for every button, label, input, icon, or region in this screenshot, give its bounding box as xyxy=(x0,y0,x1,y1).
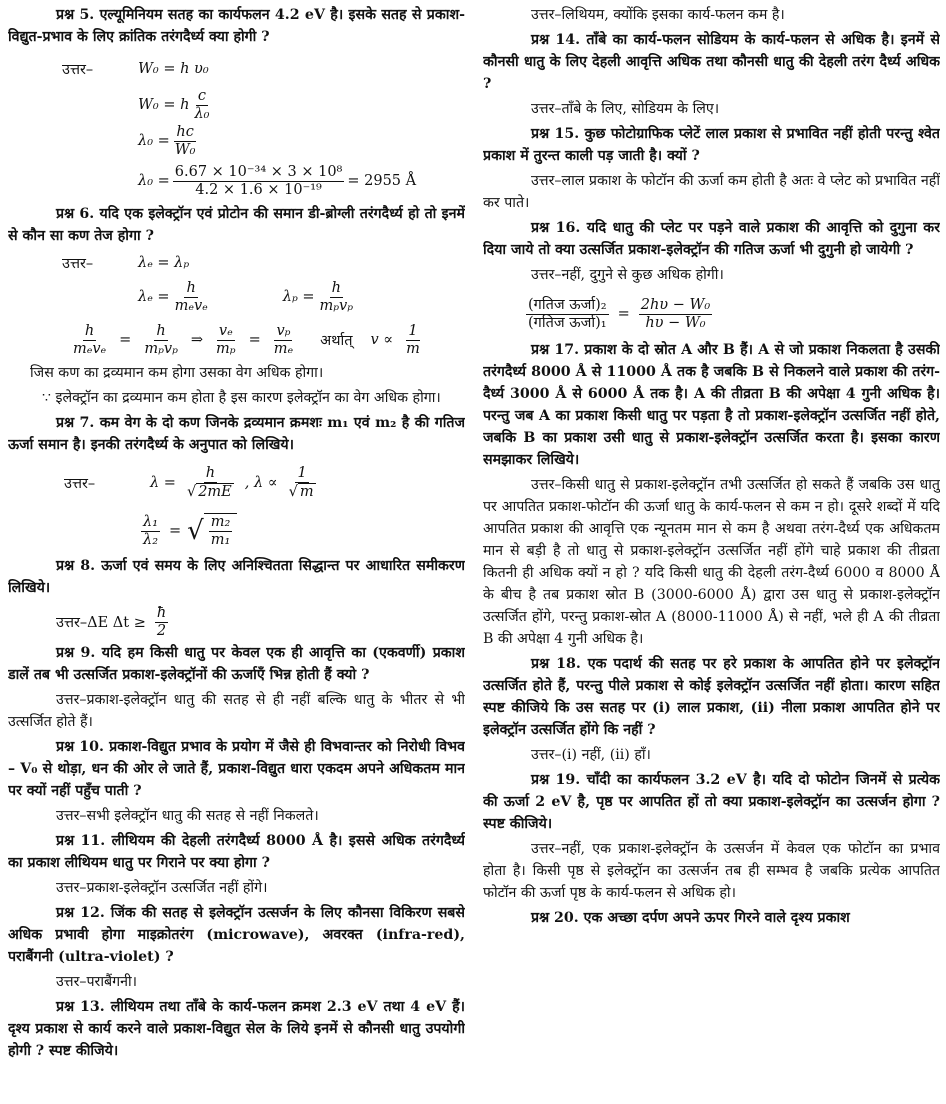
question-14: प्रश्न 14. ताँबे का कार्य-फलन सोडियम के कार्य-फलन से अधिक है। इनमें से कौनसी धातु के लिए देहली आवृत्ति अधिक तथा कौनसी धातु की देहली तरंग दैर्ध्य अधिक ? xyxy=(483,32,940,92)
answer-5-eq2: W₀ = h $\frac{c}{\text{λ₀}}$ xyxy=(138,87,210,122)
question-17: प्रश्न 17. प्रकाश के दो स्रोत A और B हैं। A से जो प्रकाश निकलता है उसकी तरंगदैर्ध्य 8000 Å से 11000 Å तक है जबकि B से निकलने वाले प्रकाश की तरंग-दैर्ध्य 3000 Å से 6000 Å तक है। A की तीव्रता B की अपेक्षा 4 गुनी अधिक है। परन्तु जब A का प्रकाश किसी धातु पर पड़ता है तो प्रकाश-इलेक्ट्रॉन उत्सर्जित नहीं होते, जबकि B का प्रकाश उसी धातु से प्रकाश-इलेक्ट्रॉन उत्सर्जित करता है। इसका कारण समझाकर लिखिये। xyxy=(483,342,940,468)
answer-6-eq1: उत्तर– λₑ = λₚ xyxy=(62,255,190,272)
question-12: प्रश्न 12. जिंक की सतह से इलेक्ट्रॉन उत्सर्जन के लिए कौनसा विकिरण सबसे अधिक प्रभावी होगा माइक्रोतरंग (microwave), अवरक्त (infra-red), पराबैंगनी (ultra-violet) ? xyxy=(8,905,465,965)
answer-label: उत्तर– xyxy=(62,256,94,272)
answer-17: उत्तर–किसी धातु से प्रकाश-इलेक्ट्रॉन तभी उत्सर्जित हो सकते हैं जबकि उस धातु पर आपतित प्रकाश-फोटॉन की ऊर्जा धातु के कार्य-फलन से कम न हो। दूसरे शब्दों में यदि आपतित प्रकाश की आवृत्ति एक न्यूनतम मान से कम है अथवा तरंग-दैर्ध्य एक अधिकतम मान से बड़ी है तो धातु से प्रकाश-इलेक्ट्रॉन उत्सर्जित नहीं होंगे चाहे प्रकाश की तीव्रता कितनी ही अधिक क्यों न हो ? यदि किसी धातु की देहली तरंग-दैर्ध्य 6000 व 8000 Å के बीच है तब प्रकाश स्रोत B (3000-6000 Å) द्वारा उस धातु से प्रकाश-इलेक्ट्रॉन उत्सर्जित होंगे, परन्तु प्रकाश-स्रोत A (8000-11000 Å) से नहीं, भले ही A की तीव्रता B की अपेक्षा 4 गुनी अधिक है। xyxy=(483,477,940,647)
answer-5-eq1: उत्तर– W₀ = h υ₀ xyxy=(62,61,209,78)
answer-8: उत्तर–ΔE Δt ≥ $\frac{ħ}{2}$ xyxy=(56,604,167,639)
answer-7-eq1: उत्तर– λ = h √ 2mE , λ ∝ 1 √ m xyxy=(64,465,314,500)
question-10: प्रश्न 10. प्रकाश-विद्युत प्रभाव के प्रयोग में जैसे ही विभवान्तर को निरोधी विभव – V₀ से थोड़ा, धन की ओर ले जाते हैं, प्रकाश-विद्युत धारा एकदम अपने अधिकतम मान पर क्यों नहीं पहुँच पाती ? xyxy=(8,739,465,799)
question-11: प्रश्न 11. लीथियम की देहली तरंगदैर्ध्य 8000 Å है। इससे अधिक तरंगदैर्ध्य का प्रकाश लीथियम धातु पर गिराने पर क्या होगा ? xyxy=(8,833,465,871)
answer-5-eq4: λ₀ = $\frac{\text{6.67 × 10⁻³⁴ × 3 × 10⁸}}{\text{4.2 × 1.6 × 10⁻¹⁹}}$ = 2955 Å xyxy=(138,163,417,198)
answer-6-eq3: $\frac{h}{\text{mₑvₑ}}$ = $\frac{h}{\text{mₚvₚ}}$ ⇒ $\frac{\text{vₑ}}{\text{mₚ}}$ = $\frac{\text{vₚ}}{\text{mₑ}}$ अर्थात् v ∝ $\frac{1}{m}$ xyxy=(73,322,420,357)
question-19: प्रश्न 19. चाँदी का कार्यफलन 3.2 eV है। यदि दो फोटोन जिनमें से प्रत्येक की ऊर्जा 2 eV है, पृष्ठ पर आपतित हों तो क्या प्रकाश-इलेक्ट्रॉन का उत्सर्जन होगा ? स्पष्ट कीजिये। xyxy=(483,772,940,832)
answer-10: उत्तर–सभी इलेक्ट्रॉन धातु की सतह से नहीं निकलते। xyxy=(56,808,319,824)
answer-16: उत्तर–नहीं, दुगुने से कुछ अधिक होगी। xyxy=(531,267,724,283)
answer-6-text1: जिस कण का द्रव्यमान कम होगा उसका वेग अधिक होगा। xyxy=(30,365,324,381)
answer-label: उत्तर– xyxy=(62,62,94,78)
answer-11: उत्तर–प्रकाश-इलेक्ट्रॉन उत्सर्जित नहीं होंगे। xyxy=(56,880,268,896)
answer-label: उत्तर– xyxy=(64,476,96,492)
question-9: प्रश्न 9. यदि हम किसी धातु पर केवल एक ही आवृत्ति का (एकवर्णी) प्रकाश डालें तब भी उत्सर्जित प्रकाश-इलेक्ट्रॉनों की ऊर्जाएँ भिन्न होती हैं क्यो ? xyxy=(8,645,465,683)
answer-19: उत्तर–नहीं, एक प्रकाश-इलेक्ट्रॉन के उत्सर्जन में केवल एक फोटॉन का प्रभाव होता है। किसी पृष्ठ से इलेक्ट्रॉन का उत्सर्जन तब ही सम्भव है जबकि प्रत्येक आपतित फोटॉन की ऊर्जा पृष्ठ के कार्य-फलन से अधिक हो। xyxy=(483,841,940,901)
question-5: प्रश्न 5. एल्यूमिनियम सतह का कार्यफलन 4.2 eV है। इसके सतह से प्रकाश-विद्युत-प्रभाव के लिए क्रांतिक तरंगदैर्ध्य क्या होगी ? xyxy=(8,7,465,45)
answer-5-eq3: λ₀ = $\frac{hc}{\text{W₀}}$ xyxy=(138,123,196,158)
question-20: प्रश्न 20. एक अच्छा दर्पण अपने ऊपर गिरने वाले दृश्य प्रकाश xyxy=(531,910,850,926)
answer-15: उत्तर–लाल प्रकाश के फोटॉन की ऊर्जा कम होती है अतः वे प्लेट को प्रभावित नहीं कर पाते। xyxy=(483,173,940,211)
fraction: $\frac{h}{\text{mₚvₚ}}$ xyxy=(319,279,354,314)
fraction: $\frac{hc}{\text{W₀}}$ xyxy=(174,123,196,158)
right-column xyxy=(483,4,940,1104)
question-8: प्रश्न 8. ऊर्जा एवं समय के लिए अनिश्चितता सिद्धान्त पर आधारित समीकरण लिखिये। xyxy=(8,558,465,596)
fraction: $\frac{c}{\text{λ₀}}$ xyxy=(194,87,210,122)
question-16: प्रश्न 16. यदि धातु की प्लेट पर पड़ने वाले प्रकाश की आवृत्ति को दुगुना कर दिया जाये तो क्या उत्सर्जित प्रकाश-इलेक्ट्रॉन की गतिज ऊर्जा भी दुगुनी हो जायेगी ? xyxy=(483,220,940,258)
question-18: प्रश्न 18. एक पदार्थ की सतह पर हरे प्रकाश के आपतित होने पर इलेक्ट्रॉन उत्सर्जित होते हैं, परन्तु पीले प्रकाश से कोई इलेक्ट्रॉन उत्सर्जित नहीं होता। कारण सहित स्पष्ट कीजिये कि उस सतह पर (i) लाल प्रकाश, (ii) नीला प्रकाश आपतित होने पर इलेक्ट्रॉन उत्सर्जित होंगे कि नहीं ? xyxy=(483,656,940,738)
question-13: प्रश्न 13. लीथियम तथा ताँबे के कार्य-फलन क्रमश 2.3 eV तथा 4 eV हैं। दृश्य प्रकाश से कार्य करने वाले प्रकाश-विद्युत सेल के लिये इनमें से कौनसी धातु उपयोगी होगी ? स्पष्ट कीजिये। xyxy=(8,999,465,1059)
answer-12: उत्तर–पराबैंगनी। xyxy=(56,974,138,990)
fraction: $\frac{\text{6.67 × 10⁻³⁴ × 3 × 10⁸}}{\text{4.2 × 1.6 × 10⁻¹⁹}}$ xyxy=(174,163,343,198)
answer-7-eq2: $\frac{\text{λ₁}}{\text{λ₂}}$ = √ $\frac{\text{m₂}}{\text{m₁}}$ xyxy=(138,507,465,555)
fraction: $\frac{h}{\text{mₑvₑ}}$ xyxy=(174,279,208,314)
question-6: प्रश्न 6. यदि एक इलेक्ट्रॉन एवं प्रोटोन की समान डी-ब्रोग्ली तरंगदैर्ध्य हो तो इनमें से कौन सा कण तेज होगा ? xyxy=(8,206,465,244)
answer-6-eq2: λₑ = $\frac{h}{\text{mₑvₑ}}$ λₚ = $\frac{h}{\text{mₚvₚ}}$ xyxy=(138,279,354,314)
answer-6-text2: ∵ इलेक्ट्रॉन का द्रव्यमान कम होता है इस कारण इलेक्ट्रॉन का वेग अधिक होगा। xyxy=(42,390,441,406)
answer-18: उत्तर–(i) नहीं, (ii) हाँ। xyxy=(531,747,651,763)
question-15: प्रश्न 15. कुछ फोटोग्राफिक प्लेटें लाल प्रकाश से प्रभावित नहीं होती परन्तु श्वेत प्रकाश में तुरन्त काली पड़ जाती है। क्यों ? xyxy=(483,126,940,164)
answer-13: उत्तर–लिथियम, क्योंकि इसका कार्य-फलन कम है। xyxy=(531,7,785,23)
answer-16-formula: $\frac{\text{(गतिज ऊर्जा)₂}}{\text{(गतिज ऊर्जा)₁}}$ = $\frac{\text{2hυ − W₀}}{\text{hυ − W₀}}$ xyxy=(528,296,711,331)
answer-9: उत्तर–प्रकाश-इलेक्ट्रॉन धातु की सतह से ही नहीं बल्कि धातु के भीतर से भी उत्सर्जित होते हैं। xyxy=(8,692,465,730)
answer-14: उत्तर–ताँबे के लिए, सोडियम के लिए। xyxy=(531,101,720,117)
question-7: प्रश्न 7. कम वेग के दो कण जिनके द्रव्यमान क्रमशः m₁ एवं m₂ है की गतिज ऊर्जा समान है। इनकी तरंगदैर्ध्य के अनुपात को लिखिये। xyxy=(8,415,465,453)
left-column xyxy=(8,4,465,1104)
